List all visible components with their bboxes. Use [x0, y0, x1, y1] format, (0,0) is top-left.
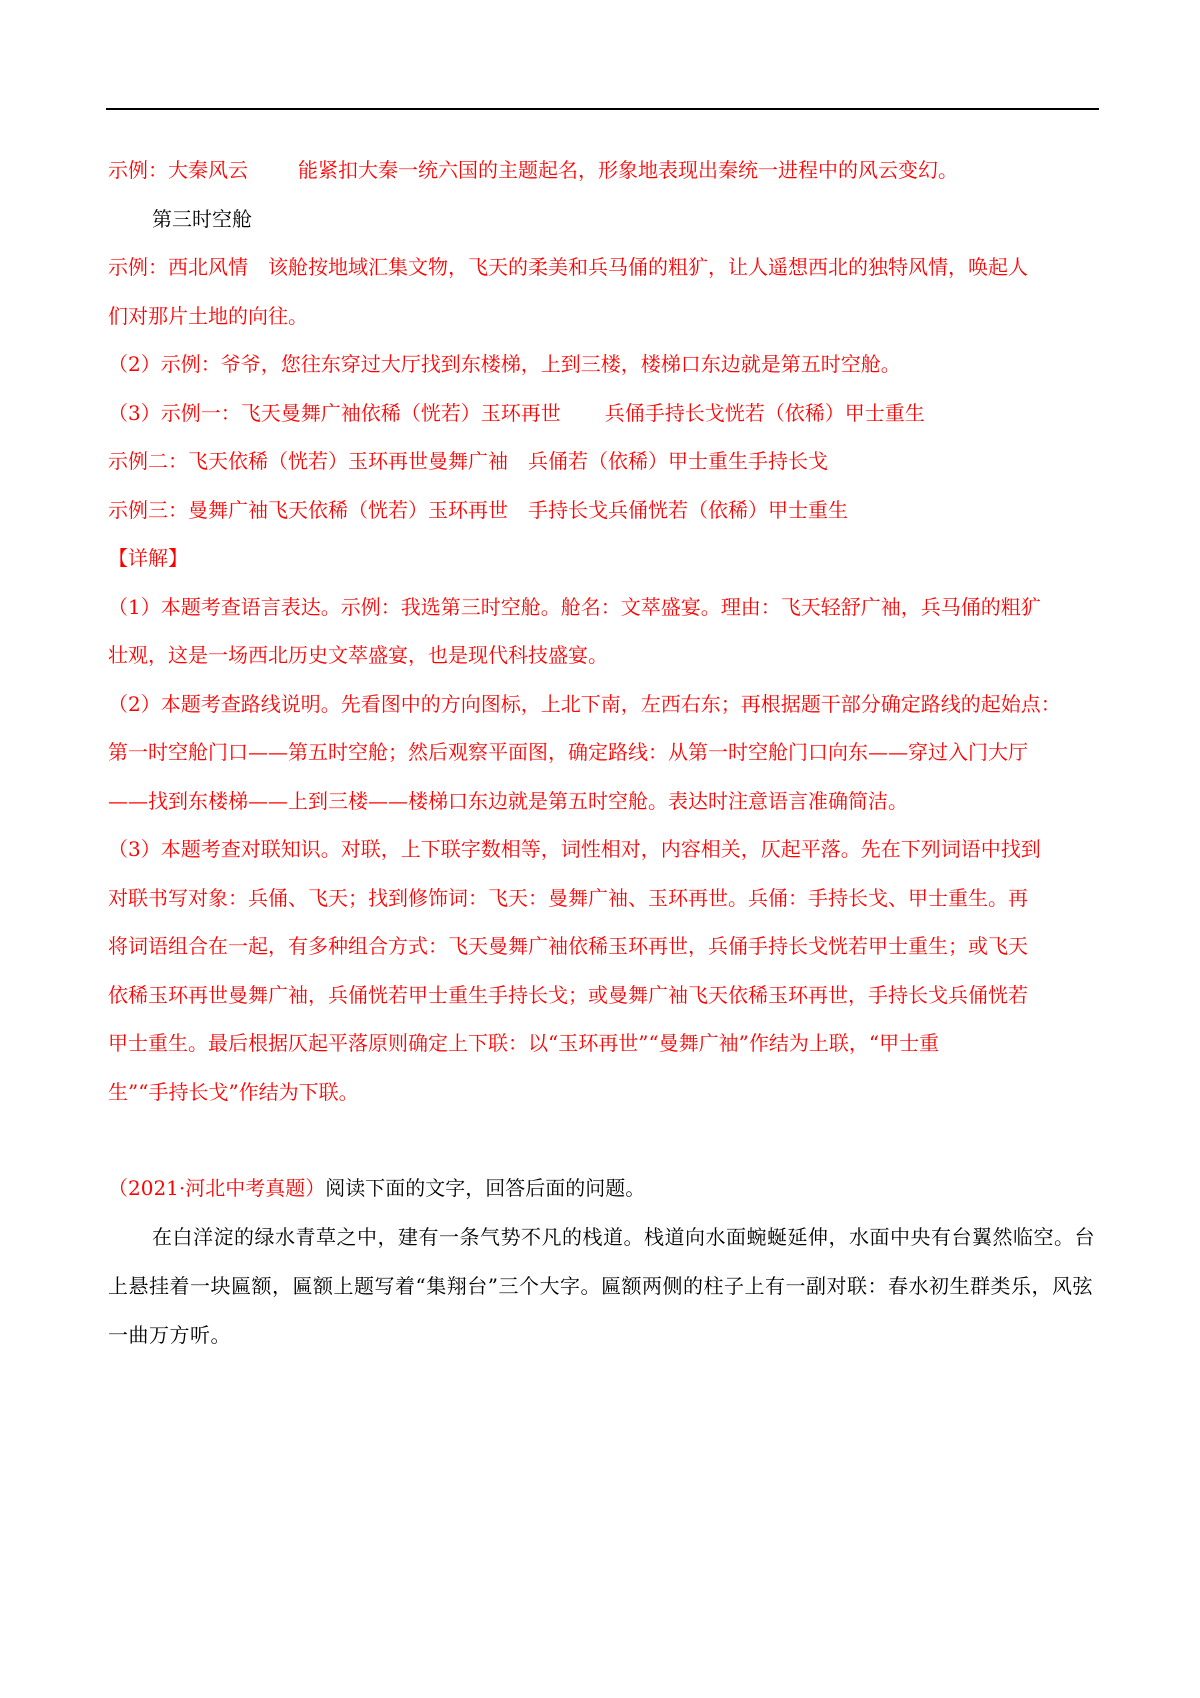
- detail-2-line-3: ——找到东楼梯——上到三楼——楼梯口东边就是第五时空舱。表达时注意语言准确简洁。: [108, 788, 908, 813]
- answer-example-2-line-1: 示例：西北风情 该舱按地域汇集文物，飞天的柔美和兵马俑的粗犷，让人遥想西北的独特风情，唤起人: [108, 255, 1028, 279]
- answer-3-example-1-upper: （3）示例一：飞天曼舞广袖依稀（恍若）玉环再世: [108, 400, 561, 425]
- answer-3-example-3: 示例三：曼舞广袖飞天依稀（恍若）玉环再世 手持长戈兵俑恍若（依稀）甲士重生: [108, 497, 848, 522]
- detail-3-line-4: 依稀玉环再世曼舞广袖，兵俑恍若甲士重生手持长戈；或曼舞广袖飞天依稀玉环再世，手持长戈兵俑恍若: [108, 982, 1028, 1007]
- answer-3-example-2: 示例二：飞天依稀（恍若）玉环再世曼舞广袖 兵俑若（依稀）甲士重生手持长戈: [108, 449, 828, 473]
- detail-3-line-1: （3）本题考查对联知识。对联，上下联字数相等，词性相对，内容相关，仄起平落。先在下列词语中找到: [108, 837, 1041, 861]
- detail-heading: 【详解】: [108, 546, 188, 570]
- answer-2: （2）示例：爷爷，您往东穿过大厅找到东楼梯，上到三楼，楼梯口东边就是第五时空舱。: [108, 352, 901, 376]
- detail-1-line-2: 壮观，这是一场西北历史文萃盛宴，也是现代科技盛宴。: [108, 643, 608, 667]
- spacer: [108, 1116, 1098, 1164]
- detail-3-line-5: 甲士重生。最后根据仄起平落原则确定上下联：以“玉环再世”“曼舞广袖”作结为上联，“甲士重: [108, 1031, 940, 1055]
- answer-example-1: [108, 146, 1098, 195]
- question-source: （2021·河北中考真题）: [108, 1176, 326, 1200]
- header-rule: [106, 108, 1099, 110]
- detail-3-line-6: 生”“手持长戈”作结为下联。: [108, 1079, 359, 1104]
- answer-3-example-1-lower: 兵俑手持长戈恍若（依稀）甲士重生: [604, 400, 925, 425]
- detail-2-line-2: 第一时空舱门口——第五时空舱；然后观察平面图，确定路线：从第一时空舱门口向东——穿过入门大厅: [108, 740, 1028, 764]
- answer-3-example-1: [108, 389, 1098, 438]
- question-passage: 在白洋淀的绿水青草之中，建有一条气势不凡的栈道。栈道向水面蜿蜒延伸，水面中央有台翼然临空。台上悬挂着一块匾额，匾额上题写着“集翔台”三个大字。匾额两侧的柱子上有一副对联：春水初生群类乐，风弦一曲万方听。: [108, 1224, 1095, 1347]
- detail-1-line-1: （1）本题考查语言表达。示例：我选第三时空舱。舱名：文萃盛宴。理由：飞天轻舒广袖，兵马俑的粗犷: [108, 594, 1041, 619]
- detail-3-line-3: 将词语组合在一起，有多种组合方式：飞天曼舞广袖依稀玉环再世，兵俑手持长戈恍若甲士重生；或飞天: [108, 934, 1028, 958]
- answer-example-2-line-2: 们对那片土地的向往。: [108, 303, 308, 328]
- detail-2-line-1: （2）本题考查路线说明。先看图中的方向图标，上北下南，左西右东；再根据题干部分确定路线的起始点：: [108, 691, 1061, 716]
- document-body: [108, 146, 1098, 1360]
- detail-3-line-2: 对联书写对象：兵俑、飞天；找到修饰词：飞天：曼舞广袖、玉环再世。兵俑：手持长戈、甲士重生。再: [108, 885, 1028, 910]
- answer-example-1-text: 能紧扣大秦一统六国的主题起名，形象地表现出秦统一进程中的风云变幻。: [298, 158, 958, 182]
- question-intro: [108, 1164, 1098, 1213]
- section-heading-cabin-3: 第三时空舱: [152, 206, 252, 231]
- question-prompt: 阅读下面的文字，回答后面的问题。: [325, 1176, 646, 1200]
- answer-example-1-label: 示例：大秦风云: [108, 158, 248, 182]
